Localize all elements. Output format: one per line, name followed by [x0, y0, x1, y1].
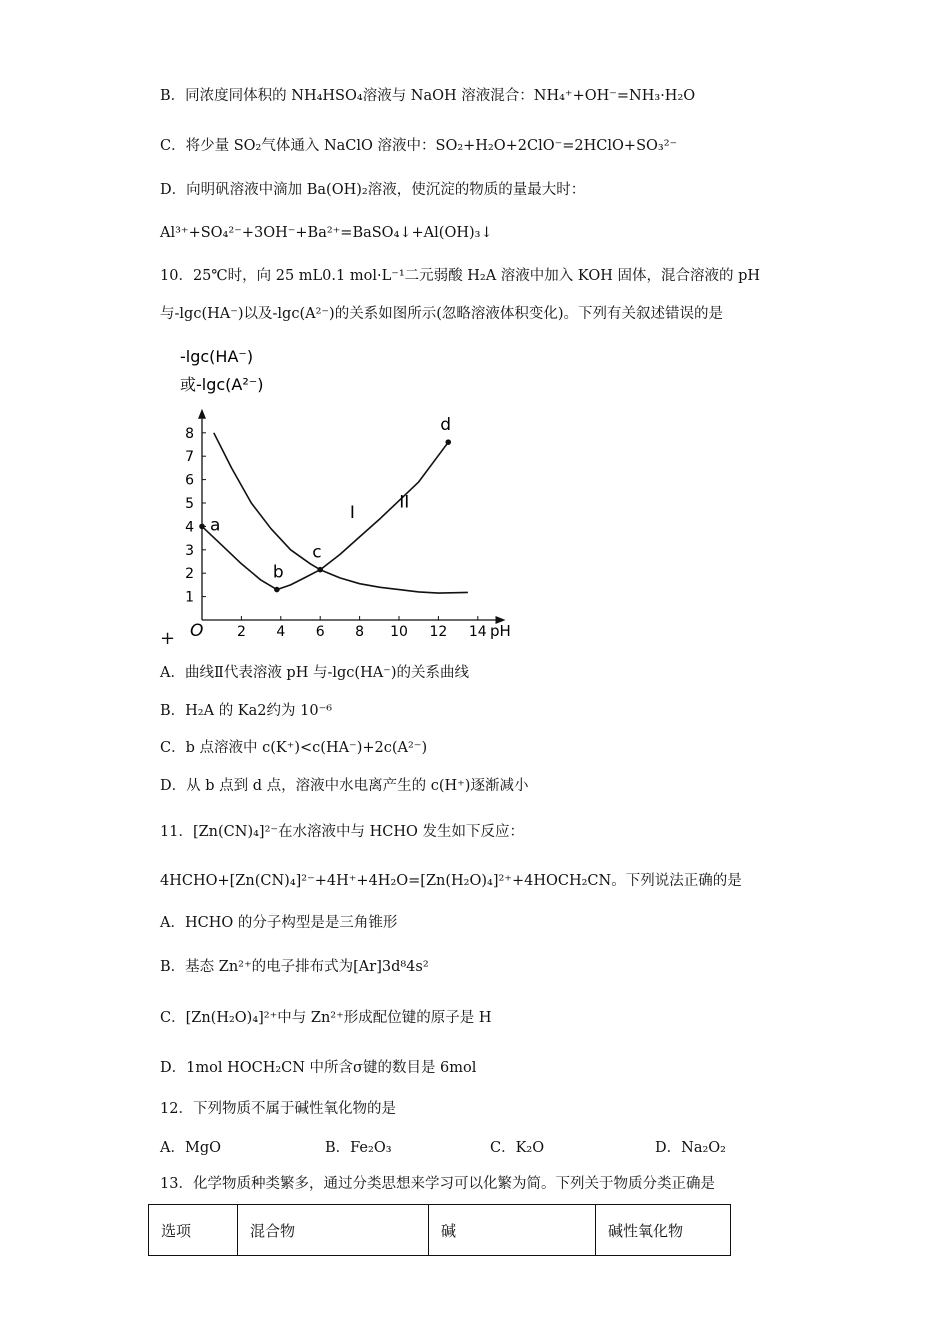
point-c [317, 567, 323, 573]
q12-option-c: C．K₂O [490, 1140, 545, 1156]
chart-ylabel-line2: 或-lgc(A²⁻) [180, 375, 264, 394]
point-a [199, 524, 205, 530]
figure-marker: + [160, 628, 176, 649]
q9-option-b: B．同浓度同体积的 NH₄HSO₄溶液与 NaOH 溶液混合：NH₄⁺+OH⁻=NH₃·H₂O [160, 88, 696, 104]
table-header-cell: 混合物 [238, 1205, 429, 1256]
y-tick-label: 7 [185, 449, 194, 466]
x-tick-label: 6 [315, 624, 325, 640]
x-tick-label: 4 [276, 624, 286, 640]
q10-option-a: A．曲线Ⅱ代表溶液 pH 与-lgc(HA⁻)的关系曲线 [160, 665, 469, 681]
q9-option-d: D．向明矾溶液中滴加 Ba(OH)₂溶液，使沉淀的物质的量最大时： [160, 182, 586, 198]
q9-option-d-equation: Al³⁺+SO₄²⁻+3OH⁻+Ba²⁺=BaSO₄↓+Al(OH)₃↓ [160, 225, 493, 241]
point-label-a: a [210, 515, 221, 536]
q13-stem: 13．化学物质种类繁多，通过分类思想来学习可以化繁为简。下列关于物质分类正确是 [160, 1176, 715, 1192]
x-tick-label: 2 [236, 624, 246, 640]
table-header-row [149, 1205, 731, 1256]
point-label-b: b [272, 562, 284, 583]
series-line-I [214, 433, 468, 593]
classification-table [148, 1204, 731, 1256]
table-header-cell: 碱性氧化物 [596, 1205, 731, 1256]
series-label-I: I [349, 502, 355, 523]
y-tick-label: 6 [185, 472, 194, 489]
q11-option-c: C．[Zn(H₂O)₄]²⁺中与 Zn²⁺形成配位键的原子是 H [160, 1010, 492, 1026]
q10-option-c: C．b 点溶液中 c(K⁺)<c(HA⁻)+2c(A²⁻) [160, 740, 428, 756]
series-label-II: II [399, 492, 410, 513]
y-tick-label: 3 [185, 542, 194, 559]
ph-chart [170, 340, 530, 650]
point-d [445, 439, 451, 445]
x-tick-label: 14 [468, 624, 487, 640]
y-tick-label: 4 [185, 519, 194, 536]
point-label-c: c [312, 542, 322, 563]
point-label-d: d [440, 415, 452, 436]
q12-stem: 12．下列物质不属于碱性氧化物的是 [160, 1101, 396, 1117]
y-axis-arrow [198, 409, 206, 419]
q10-stem-line2: 与-lgc(HA⁻)以及-lgc(A²⁻)的关系如图所示(忽略溶液体积变化)。下列有关叙述错误的是 [160, 306, 724, 322]
table-header-cell: 选项 [149, 1205, 238, 1256]
x-tick-label: 12 [429, 624, 448, 640]
chart-xlabel: pH [490, 622, 511, 640]
q11-option-b: B．基态 Zn²⁺的电子排布式为[Ar]3d⁸4s² [160, 959, 429, 975]
q12-option-a: A．MgO [160, 1140, 221, 1156]
table-header-cell: 碱 [429, 1205, 596, 1256]
x-tick-label: 8 [355, 624, 365, 640]
y-tick-label: 2 [185, 566, 194, 583]
x-tick-label: 10 [390, 624, 408, 640]
q11-option-d: D．1mol HOCH₂CN 中所含σ键的数目是 6mol [160, 1060, 477, 1076]
q10-option-b: B．H₂A 的 Ka2约为 10⁻⁶ [160, 703, 333, 719]
y-tick-label: 8 [185, 425, 194, 442]
chart-series [202, 433, 468, 593]
q11-equation: 4HCHO+[Zn(CN)₄]²⁻+4H⁺+4H₂O=[Zn(H₂O)₄]²⁺+4HOCH₂CN。下列说法正确的是 [160, 873, 742, 889]
q10-stem-line1: 10．25℃时，向 25 mL0.1 mol·L⁻¹二元弱酸 H₂A 溶液中加入 KOH 固体，混合溶液的 pH [160, 268, 761, 284]
q10-option-d: D．从 b 点到 d 点，溶液中水电离产生的 c(H⁺)逐渐减小 [160, 778, 529, 794]
y-tick-label: 1 [185, 589, 194, 606]
q11-option-a: A．HCHO 的分子构型是是三角锥形 [160, 915, 398, 931]
chart-ylabel-line1: -lgc(HA⁻) [180, 347, 254, 366]
point-b [274, 587, 280, 593]
q9-option-c: C．将少量 SO₂气体通入 NaClO 溶液中：SO₂+H₂O+2ClO⁻=2HClO+SO₃²⁻ [160, 138, 678, 154]
y-tick-label: 5 [185, 496, 194, 512]
q11-stem: 11．[Zn(CN)₄]²⁻在水溶液中与 HCHO 发生如下反应： [160, 824, 525, 840]
chart-axes [185, 409, 505, 640]
series-line-II [202, 442, 448, 589]
q12-option-b: B．Fe₂O₃ [325, 1140, 392, 1156]
chart-origin-label: O [190, 621, 204, 641]
q12-option-d: D．Na₂O₂ [655, 1140, 726, 1156]
